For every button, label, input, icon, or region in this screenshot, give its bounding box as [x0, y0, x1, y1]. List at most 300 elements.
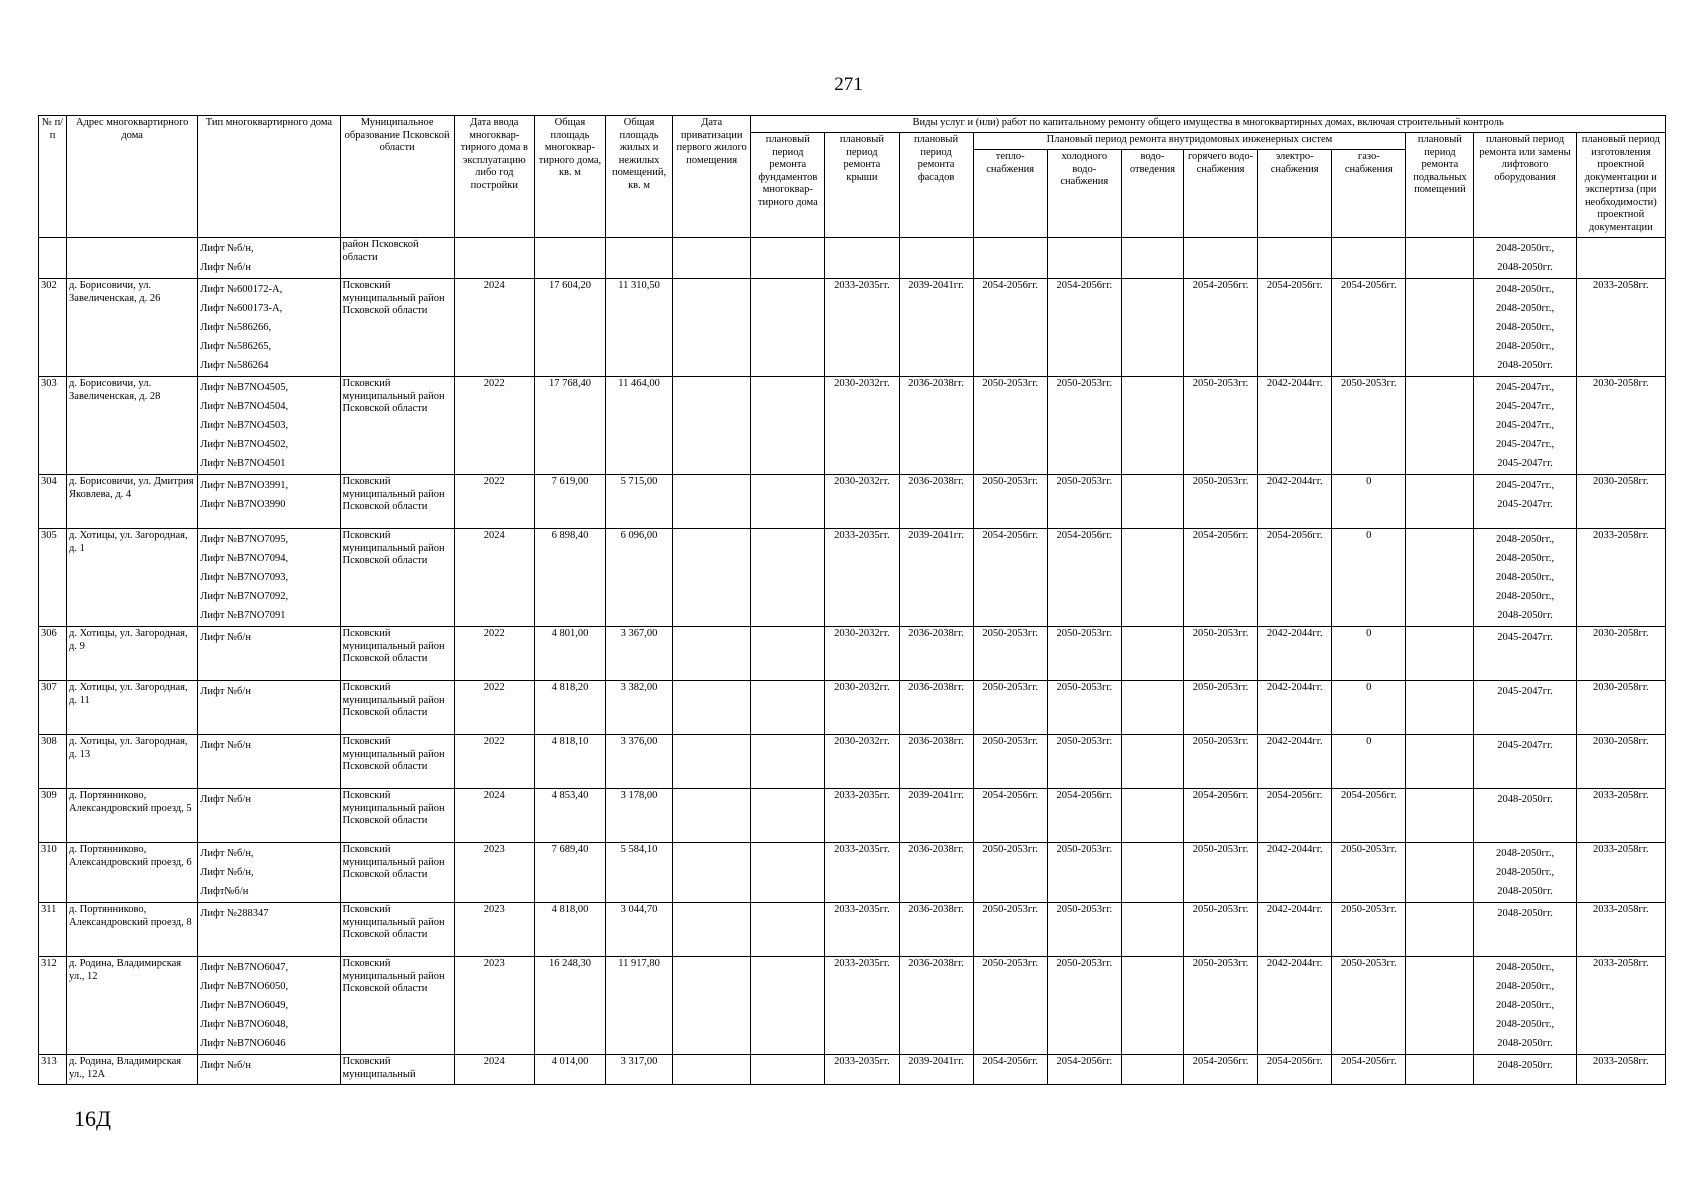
- elevator-line: 2048-2050гг.,: [1495, 243, 1555, 254]
- cell-municipality: Псковский муниципальный район Псковской области: [340, 957, 454, 1055]
- elevator-line: 2048-2050гг.,: [1495, 1019, 1555, 1030]
- cell-basement: [1406, 903, 1474, 957]
- header-num: № п/п: [39, 116, 67, 238]
- cell-municipality: район Псковской области: [340, 238, 454, 279]
- cell-gas: 0: [1332, 735, 1406, 789]
- cell-elevator: [1474, 627, 1576, 681]
- elevator-line: 2048-2050гг.,: [1495, 303, 1555, 314]
- cell-lifts: [198, 681, 340, 735]
- cell-living-area: 6 096,00: [606, 529, 673, 627]
- header-design: плановый период изготовления проектной документации и экспертиза (при необходимости) проектной документации: [1576, 133, 1665, 238]
- cell-privatization: [673, 1055, 751, 1085]
- cell-roof: 2033-2035гг.: [825, 789, 899, 843]
- cell-electric: 2042-2044гг.: [1258, 735, 1332, 789]
- lift-line: Лифт №B7NO6047,: [200, 962, 289, 973]
- lift-line: Лифт №586265,: [200, 341, 272, 352]
- elevator-line: 2048-2050гг.,: [1495, 322, 1555, 333]
- cell-heat: 2050-2053гг.: [973, 377, 1047, 475]
- cell-heat: 2050-2053гг.: [973, 957, 1047, 1055]
- cell-total-area: 16 248,30: [534, 957, 605, 1055]
- cell-foundation: [751, 279, 825, 377]
- cell-facade: 2039-2041гг.: [899, 789, 973, 843]
- cell-lifts: [198, 1055, 340, 1085]
- cell-privatization: [673, 377, 751, 475]
- cell-facade: 2039-2041гг.: [899, 529, 973, 627]
- cell-address: д. Хотицы, ул. Загородная, д. 1: [67, 529, 198, 627]
- header-heat: тепло-снабжения: [973, 150, 1047, 238]
- cell-cold-water: 2050-2053гг.: [1047, 735, 1121, 789]
- cell-basement: [1406, 279, 1474, 377]
- elevator-line: 2048-2050гг.,: [1495, 553, 1555, 564]
- cell-heat: 2050-2053гг.: [973, 903, 1047, 957]
- lift-line: Лифт №B7NO4504,: [200, 401, 289, 412]
- header-foundation: плановый период ремонта фундаментов многоквар-тирного дома: [751, 133, 825, 238]
- cell-num: 304: [39, 475, 67, 529]
- cell-year: 2023: [454, 903, 534, 957]
- cell-sewerage: [1121, 475, 1183, 529]
- cell-facade: 2039-2041гг.: [899, 1055, 973, 1085]
- cell-electric: 2054-2056гг.: [1258, 789, 1332, 843]
- cell-heat: 2050-2053гг.: [973, 843, 1047, 903]
- cell-num: 310: [39, 843, 67, 903]
- cell-year: 2023: [454, 843, 534, 903]
- cell-cold-water: 2050-2053гг.: [1047, 957, 1121, 1055]
- cell-sewerage: [1121, 903, 1183, 957]
- lift-line: Лифт №B7NO3991,: [200, 480, 289, 491]
- cell-total-area: 17 604,20: [534, 279, 605, 377]
- continuation-row: [39, 238, 1666, 279]
- lift-line: Лифт №б/н: [200, 686, 251, 697]
- table-row: [39, 843, 1666, 903]
- cell-elevator: [1474, 475, 1576, 529]
- header-commission-date: Дата ввода многоквар-тирного дома в эксплуатацию либо год постройки: [454, 116, 534, 238]
- cell-address: д. Портянниково, Александровский проезд, 5: [67, 789, 198, 843]
- header-systems-group: Плановый период ремонта внутридомовых инженерных систем: [973, 133, 1406, 150]
- cell-total-area: 4 014,00: [534, 1055, 605, 1085]
- elevator-line: 2048-2050гг.,: [1495, 534, 1555, 545]
- cell-privatization: [673, 843, 751, 903]
- cell-living-area: 3 317,00: [606, 1055, 673, 1085]
- elevator-line: 2045-2047гг.,: [1495, 420, 1555, 431]
- cell-lifts: [198, 627, 340, 681]
- lift-line: Лифт №б/н: [200, 740, 251, 751]
- cell-roof: 2033-2035гг.: [825, 843, 899, 903]
- cell-sewerage: [1121, 529, 1183, 627]
- cell-municipality: Псковский муниципальный район Псковской области: [340, 681, 454, 735]
- lift-line: Лифт №B7NO6050,: [200, 981, 289, 992]
- cell-sewerage: [1121, 377, 1183, 475]
- cell-design: 2030-2058гг.: [1576, 377, 1665, 475]
- cell-design: 2033-2058гг.: [1576, 903, 1665, 957]
- cell-foundation: [751, 529, 825, 627]
- cell-num: 307: [39, 681, 67, 735]
- cell-elevator: [1474, 843, 1576, 903]
- cell-electric: 2054-2056гг.: [1258, 1055, 1332, 1085]
- lift-line: Лифт №B7NO6048,: [200, 1019, 289, 1030]
- elevator-line: 2045-2047гг.: [1497, 632, 1553, 643]
- cell-sewerage: [1121, 957, 1183, 1055]
- cell-municipality: Псковский муниципальный район Псковской области: [340, 529, 454, 627]
- cell-electric: 2042-2044гг.: [1258, 903, 1332, 957]
- table-body: [39, 238, 1666, 1085]
- cell-lifts: [198, 903, 340, 957]
- cell-design: 2030-2058гг.: [1576, 735, 1665, 789]
- elevator-line: 2048-2050гг.: [1497, 360, 1553, 371]
- lift-line: Лифт №B7NO7091: [200, 610, 286, 621]
- header-facade: плановый период ремонта фасадов: [899, 133, 973, 238]
- cell-sewerage: [1121, 627, 1183, 681]
- cell-electric: 2042-2044гг.: [1258, 475, 1332, 529]
- header-works-group: Виды услуг и (или) работ по капитальному ремонту общего имущества в многоквартирных домах, включая строительный контроль: [751, 116, 1666, 133]
- cell-foundation: [751, 475, 825, 529]
- lift-line: Лифт №б/н: [200, 794, 251, 805]
- cell-num: 302: [39, 279, 67, 377]
- cell-sewerage: [1121, 843, 1183, 903]
- footer-mark: 16Д: [74, 1106, 112, 1131]
- cell-living-area: 11 464,00: [606, 377, 673, 475]
- header-basement: плановый период ремонта подвальных помещений: [1406, 133, 1474, 238]
- cell-design: 2030-2058гг.: [1576, 681, 1665, 735]
- cell-hot-water: 2054-2056гг.: [1183, 789, 1257, 843]
- cell-roof: 2030-2032гг.: [825, 475, 899, 529]
- cell-heat: 2050-2053гг.: [973, 627, 1047, 681]
- cell-basement: [1406, 843, 1474, 903]
- header-hot-water: горячего водо-снабжения: [1183, 150, 1257, 238]
- cell-facade: 2036-2038гг.: [899, 377, 973, 475]
- cell-lifts: [198, 957, 340, 1055]
- cell-foundation: [751, 681, 825, 735]
- lift-line: Лифт №б/н: [200, 632, 251, 643]
- cell-total-area: 4 818,00: [534, 903, 605, 957]
- cell-lifts: [198, 735, 340, 789]
- cell-foundation: [751, 1055, 825, 1085]
- cell-year: 2024: [454, 789, 534, 843]
- lift-line: Лифт №B7NO7093,: [200, 572, 289, 583]
- cell-facade: 2036-2038гг.: [899, 843, 973, 903]
- lift-line: Лифт №586264: [200, 360, 269, 371]
- cell-elevator: [1474, 377, 1576, 475]
- cell-cold-water: 2050-2053гг.: [1047, 627, 1121, 681]
- cell-num: 313: [39, 1055, 67, 1085]
- cell-year: 2022: [454, 475, 534, 529]
- cell-gas: 0: [1332, 529, 1406, 627]
- elevator-line: 2048-2050гг.: [1497, 1060, 1553, 1071]
- cell-living-area: 11 917,80: [606, 957, 673, 1055]
- lift-line: Лифт №B7NO6046: [200, 1038, 286, 1049]
- cell-sewerage: [1121, 735, 1183, 789]
- table-row: [39, 735, 1666, 789]
- cell-foundation: [751, 903, 825, 957]
- cell-basement: [1406, 529, 1474, 627]
- elevator-line: 2048-2050гг.: [1497, 1038, 1553, 1049]
- lift-line: Лифт №B7NO6049,: [200, 1000, 289, 1011]
- cell-design: 2033-2058гг.: [1576, 279, 1665, 377]
- cell-lifts: [198, 475, 340, 529]
- cell-privatization: [673, 627, 751, 681]
- cell-municipality: Псковский муниципальный район Псковской области: [340, 279, 454, 377]
- cell-address: д. Родина, Владимирская ул., 12: [67, 957, 198, 1055]
- cell-electric: 2054-2056гг.: [1258, 279, 1332, 377]
- elevator-line: 2048-2050гг.,: [1495, 1000, 1555, 1011]
- lift-line: Лифт №600173-А,: [200, 303, 283, 314]
- cell-address: д. Борисовичи, ул. Завеличенская, д. 28: [67, 377, 198, 475]
- cell-facade: 2036-2038гг.: [899, 903, 973, 957]
- cell-sewerage: [1121, 681, 1183, 735]
- cell-living-area: 3 382,00: [606, 681, 673, 735]
- cell-total-area: 4 853,40: [534, 789, 605, 843]
- cell-heat: 2050-2053гг.: [973, 475, 1047, 529]
- cell-foundation: [751, 735, 825, 789]
- cell-roof: 2033-2035гг.: [825, 957, 899, 1055]
- cell-electric: 2042-2044гг.: [1258, 377, 1332, 475]
- elevator-line: 2045-2047гг.,: [1495, 480, 1555, 491]
- lift-line: Лифт №B7NO3990: [200, 499, 286, 510]
- header-cold-water: холодного водо-снабжения: [1047, 150, 1121, 238]
- cell-gas: 2050-2053гг.: [1332, 903, 1406, 957]
- cell-electric: 2042-2044гг.: [1258, 681, 1332, 735]
- header-elevator: плановый период ремонта или замены лифтового оборудования: [1474, 133, 1576, 238]
- cell-sewerage: [1121, 789, 1183, 843]
- cell-facade: 2036-2038гг.: [899, 681, 973, 735]
- lift-line: Лифт №586266,: [200, 322, 272, 333]
- lift-line: Лифт №б/н,: [200, 243, 254, 254]
- cell-living-area: 3 367,00: [606, 627, 673, 681]
- cell-total-area: 4 818,10: [534, 735, 605, 789]
- cell-heat: 2054-2056гг.: [973, 279, 1047, 377]
- elevator-line: 2045-2047гг.,: [1495, 382, 1555, 393]
- elevator-line: 2048-2050гг.,: [1495, 867, 1555, 878]
- cell-address: д. Хотицы, ул. Загородная, д. 9: [67, 627, 198, 681]
- cell-design: 2033-2058гг.: [1576, 843, 1665, 903]
- header-privatization-date: Дата приватизации первого жилого помещения: [673, 116, 751, 238]
- cell-address: д. Хотицы, ул. Загородная, д. 13: [67, 735, 198, 789]
- cell-basement: [1406, 377, 1474, 475]
- cell-privatization: [673, 681, 751, 735]
- elevator-line: 2045-2047гг.: [1497, 458, 1553, 469]
- header-address: Адрес многоквартирного дома: [67, 116, 198, 238]
- cell-hot-water: 2054-2056гг.: [1183, 279, 1257, 377]
- cell-basement: [1406, 475, 1474, 529]
- header-gas: газо-снабжения: [1332, 150, 1406, 238]
- cell-address: д. Борисовичи, ул. Дмитрия Яковлева, д. 4: [67, 475, 198, 529]
- cell-basement: [1406, 1055, 1474, 1085]
- cell-year: 2024: [454, 529, 534, 627]
- cell-elevator: [1474, 735, 1576, 789]
- table-row: [39, 681, 1666, 735]
- cell-living-area: 3 178,00: [606, 789, 673, 843]
- cell-sewerage: [1121, 1055, 1183, 1085]
- table-row: [39, 957, 1666, 1055]
- cell-basement: [1406, 789, 1474, 843]
- table-row: [39, 627, 1666, 681]
- cell-address: д. Портянниково, Александровский проезд, 6: [67, 843, 198, 903]
- cell-heat: 2054-2056гг.: [973, 789, 1047, 843]
- elevator-line: 2045-2047гг.: [1497, 499, 1553, 510]
- cell-hot-water: 2050-2053гг.: [1183, 903, 1257, 957]
- cell-roof: 2030-2032гг.: [825, 735, 899, 789]
- lift-line: Лифт №288347: [200, 908, 269, 919]
- lift-line: Лифт №б/н: [200, 262, 251, 273]
- cell-foundation: [751, 627, 825, 681]
- cell-privatization: [673, 903, 751, 957]
- cell-hot-water: 2054-2056гг.: [1183, 529, 1257, 627]
- cell-year: 2022: [454, 377, 534, 475]
- cell-hot-water: 2050-2053гг.: [1183, 843, 1257, 903]
- cell-num: 308: [39, 735, 67, 789]
- cell-roof: 2030-2032гг.: [825, 681, 899, 735]
- cell-design: 2033-2058гг.: [1576, 789, 1665, 843]
- cell-lifts: [198, 529, 340, 627]
- cell-municipality: Псковский муниципальный: [340, 1055, 454, 1085]
- cell-total-area: 7 619,00: [534, 475, 605, 529]
- cell-design: 2033-2058гг.: [1576, 1055, 1665, 1085]
- cell-total-area: 6 898,40: [534, 529, 605, 627]
- capital-repair-table: [38, 115, 1666, 1085]
- cell-address: д. Портянниково, Александровский проезд, 8: [67, 903, 198, 957]
- cell-roof: 2033-2035гг.: [825, 279, 899, 377]
- header-living-area: Общая площадь жилых и нежилых помещений, кв. м: [606, 116, 673, 238]
- cell-municipality: Псковский муниципальный район Псковской области: [340, 627, 454, 681]
- cell-design: 2030-2058гг.: [1576, 475, 1665, 529]
- cell-total-area: 17 768,40: [534, 377, 605, 475]
- cell-gas: 2050-2053гг.: [1332, 843, 1406, 903]
- cell-municipality: Псковский муниципальный район Псковской области: [340, 843, 454, 903]
- lift-line: Лифт №б/н: [200, 1060, 251, 1071]
- cell-roof: 2033-2035гг.: [825, 903, 899, 957]
- cell-num: 305: [39, 529, 67, 627]
- elevator-line: 2048-2050гг.: [1497, 908, 1553, 919]
- cell-year: 2023: [454, 957, 534, 1055]
- cell-num: 311: [39, 903, 67, 957]
- cell-electric: 2042-2044гг.: [1258, 627, 1332, 681]
- cell-roof: 2030-2032гг.: [825, 377, 899, 475]
- cell-cold-water: 2054-2056гг.: [1047, 789, 1121, 843]
- cell-cold-water: 2054-2056гг.: [1047, 1055, 1121, 1085]
- cell-address: д. Родина, Владимирская ул., 12А: [67, 1055, 198, 1085]
- cell-year: 2022: [454, 681, 534, 735]
- cell-hot-water: 2050-2053гг.: [1183, 377, 1257, 475]
- cell-facade: 2036-2038гг.: [899, 475, 973, 529]
- cell-hot-water: 2050-2053гг.: [1183, 735, 1257, 789]
- cell-gas: 2050-2053гг.: [1332, 377, 1406, 475]
- cell-privatization: [673, 475, 751, 529]
- lift-line: Лифт№б/н: [200, 886, 249, 897]
- cell-cold-water: 2054-2056гг.: [1047, 279, 1121, 377]
- cell-basement: [1406, 681, 1474, 735]
- cell-privatization: [673, 279, 751, 377]
- cell-roof: 2033-2035гг.: [825, 1055, 899, 1085]
- elevator-line: 2045-2047гг.: [1497, 686, 1553, 697]
- cell-total-area: 4 801,00: [534, 627, 605, 681]
- cell-elevator: [1474, 957, 1576, 1055]
- lift-line: Лифт №B7NO4505,: [200, 382, 289, 393]
- cell-elevator: [1474, 529, 1576, 627]
- cell-hot-water: 2050-2053гг.: [1183, 681, 1257, 735]
- elevator-line: 2048-2050гг.,: [1495, 341, 1555, 352]
- cell-address: [67, 238, 198, 279]
- cell-electric: 2042-2044гг.: [1258, 843, 1332, 903]
- cell-gas: 2054-2056гг.: [1332, 789, 1406, 843]
- cell-facade: 2036-2038гг.: [899, 627, 973, 681]
- cell-address: д. Борисовичи, ул. Завеличенская, д. 26: [67, 279, 198, 377]
- cell-basement: [1406, 627, 1474, 681]
- cell-design: 2033-2058гг.: [1576, 529, 1665, 627]
- cell-address: д. Хотицы, ул. Загородная, д. 11: [67, 681, 198, 735]
- cell-facade: 2039-2041гг.: [899, 279, 973, 377]
- cell-lifts: [198, 789, 340, 843]
- cell-year: 2022: [454, 627, 534, 681]
- cell-num: 306: [39, 627, 67, 681]
- cell-basement: [1406, 735, 1474, 789]
- cell-elevator: [1474, 279, 1576, 377]
- cell-hot-water: 2050-2053гг.: [1183, 475, 1257, 529]
- cell-living-area: 11 310,50: [606, 279, 673, 377]
- header-electric: электро-снабжения: [1258, 150, 1332, 238]
- cell-cold-water: 2050-2053гг.: [1047, 377, 1121, 475]
- header-house-type: Тип многоквартирного дома: [198, 116, 340, 238]
- cell-year: 2024: [454, 1055, 534, 1085]
- cell-living-area: 5 715,00: [606, 475, 673, 529]
- cell-num: 303: [39, 377, 67, 475]
- cell-privatization: [673, 735, 751, 789]
- cell-foundation: [751, 377, 825, 475]
- cell-foundation: [751, 843, 825, 903]
- elevator-line: 2045-2047гг.,: [1495, 401, 1555, 412]
- cell-hot-water: 2050-2053гг.: [1183, 957, 1257, 1055]
- cell-foundation: [751, 789, 825, 843]
- cell-gas: 2054-2056гг.: [1332, 1055, 1406, 1085]
- lift-line: Лифт №B7NO4503,: [200, 420, 289, 431]
- cell-electric: 2054-2056гг.: [1258, 529, 1332, 627]
- cell-living-area: 5 584,10: [606, 843, 673, 903]
- elevator-line: 2045-2047гг.: [1497, 740, 1553, 751]
- elevator-line: 2048-2050гг.,: [1495, 848, 1555, 859]
- cell-electric: 2042-2044гг.: [1258, 957, 1332, 1055]
- cell-total-area: 4 818,20: [534, 681, 605, 735]
- elevator-line: 2048-2050гг.,: [1495, 591, 1555, 602]
- cell-design: 2030-2058гг.: [1576, 627, 1665, 681]
- cell-heat: 2054-2056гг.: [973, 529, 1047, 627]
- lift-line: Лифт №B7NO4502,: [200, 439, 289, 450]
- elevator-line: 2048-2050гг.,: [1495, 962, 1555, 973]
- cell-hot-water: 2050-2053гг.: [1183, 627, 1257, 681]
- cell-municipality: Псковский муниципальный район Псковской области: [340, 377, 454, 475]
- cell-lifts: [198, 377, 340, 475]
- lift-line: Лифт №б/н,: [200, 848, 254, 859]
- table-row: [39, 475, 1666, 529]
- cell-elevator: [1474, 238, 1576, 279]
- cell-municipality: Псковский муниципальный район Псковской области: [340, 903, 454, 957]
- cell-privatization: [673, 957, 751, 1055]
- cell-basement: [1406, 957, 1474, 1055]
- cell-municipality: Псковский муниципальный район Псковской области: [340, 475, 454, 529]
- page-number: 271: [834, 74, 863, 95]
- cell-cold-water: 2050-2053гг.: [1047, 681, 1121, 735]
- elevator-line: 2045-2047гг.,: [1495, 439, 1555, 450]
- cell-elevator: [1474, 1055, 1576, 1085]
- cell-elevator: [1474, 789, 1576, 843]
- table-row: [39, 1055, 1666, 1085]
- cell-sewerage: [1121, 279, 1183, 377]
- cell-num: [39, 238, 67, 279]
- cell-privatization: [673, 529, 751, 627]
- cell-municipality: Псковский муниципальный район Псковской области: [340, 735, 454, 789]
- table-row: [39, 529, 1666, 627]
- cell-heat: 2050-2053гг.: [973, 681, 1047, 735]
- table-header: [39, 116, 1666, 238]
- cell-gas: 2050-2053гг.: [1332, 957, 1406, 1055]
- cell-lifts: [198, 238, 340, 279]
